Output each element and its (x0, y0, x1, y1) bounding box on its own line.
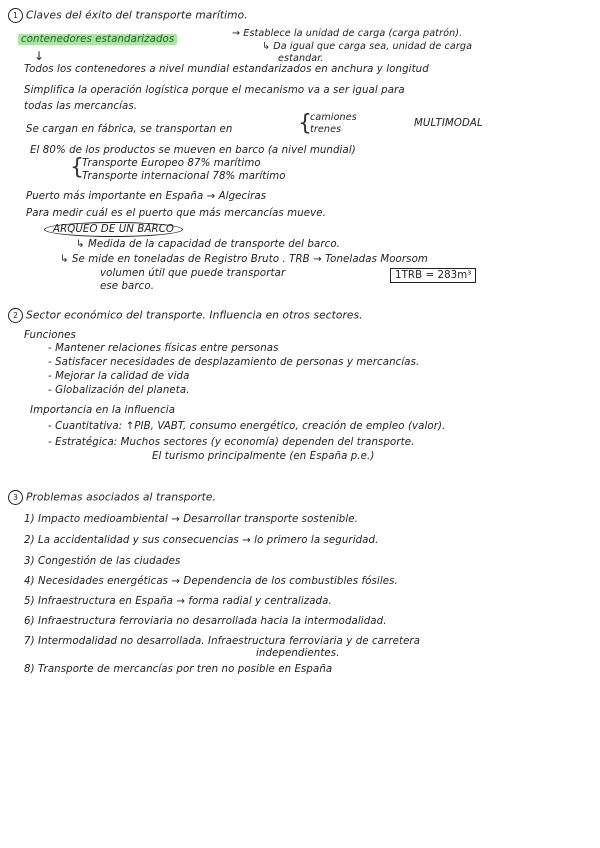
s1-line-2: Simplifica la operación logística porque el mecanismo va a ser igual para (24, 85, 405, 96)
section-number-1: 1 (8, 8, 23, 23)
highlight-row (18, 34, 177, 46)
s1-line-12: volumen útil que puede transportar (100, 268, 286, 279)
section-number-3: 3 (8, 490, 23, 505)
section-2-heading (8, 308, 363, 323)
s2-i1: - Cuantitativa: ↑PIB, VABT, consumo energético, creación de empleo (valor). (48, 421, 446, 432)
s2-i2: - Estratégica: Muchos sectores (y economía) dependen del transporte. (48, 437, 415, 448)
s3-p4: 4) Necesidades energéticas → Dependencia de los combustibles fósiles. (24, 576, 398, 587)
s3-p3: 3) Congestión de las ciudades (24, 556, 181, 567)
section-1-heading (8, 8, 248, 23)
arqueo-row (44, 224, 183, 236)
estab-line-3: estandar. (278, 53, 324, 64)
s1-opt-camiones: camiones (310, 112, 357, 123)
s2-funciones: Funciones (24, 330, 76, 341)
s1-line-8: Puerto más importante en España → Algeciras (26, 191, 267, 202)
s1-line-4: Se cargan en fábrica, se transportan en (26, 124, 233, 135)
trb-box: 1TRB = 283m³ (390, 268, 476, 283)
s1-line-3: todas las mercancías. (24, 101, 138, 112)
section-number-2: 2 (8, 308, 23, 323)
section-2-title: Sector económico del transporte. Influencia en otros sectores. (26, 309, 363, 322)
s2-importancia: Importancia en la influencia (30, 405, 176, 416)
s3-p8: 8) Transporte de mercancías por tren no posible en España (24, 664, 333, 675)
s3-p1: 1) Impacto medioambiental → Desarrollar transporte sostenible. (24, 514, 358, 525)
estab-line-1: → Establece la unidad de carga (carga patrón). (232, 28, 463, 39)
s3-p2: 2) La accidentalidad y sus consecuencias → lo primero la seguridad. (24, 535, 379, 546)
section-3-heading (8, 490, 216, 505)
section-3-title: Problemas asociados al transporte. (26, 491, 216, 504)
estab-line-2: ↳ Da igual que carga sea, unidad de carga (262, 41, 473, 52)
s1-line-7: Transporte internacional 78% marítimo (82, 171, 286, 182)
section-1-title: Claves del éxito del transporte marítimo. (26, 9, 248, 22)
s1-multimodal: MULTIMODAL (414, 118, 483, 129)
s3-p7b: independientes. (256, 648, 340, 659)
s1-line-1: Todos los contenedores a nivel mundial estandarizados en anchura y longitud (24, 64, 429, 75)
s1-line-13: ese barco. (100, 281, 155, 292)
highlight-contenedores: contenedores estandarizados (18, 34, 177, 45)
s1-line-9: Para medir cuál es el puerto que más mercancías mueve. (26, 208, 326, 219)
s3-p5: 5) Infraestructura en España → forma radial y centralizada. (24, 596, 332, 607)
s3-p7: 7) Intermodalidad no desarrollada. Infraestructura ferroviaria y de carretera (24, 636, 421, 647)
s2-f4: - Globalización del planeta. (48, 385, 190, 396)
brace-icon: { (298, 111, 312, 136)
down-arrow-icon: ↓ (34, 49, 45, 63)
s1-line-10: ↳ Medida de la capacidad de transporte del barco. (76, 239, 340, 250)
arqueo-oval: ARQUEO DE UN BARCO (44, 222, 183, 237)
s2-f1: - Mantener relaciones físicas entre personas (48, 343, 279, 354)
s1-opt-trenes: trenes (310, 124, 342, 135)
s3-p6: 6) Infraestructura ferroviaria no desarrollada hacia la intermodalidad. (24, 616, 387, 627)
s1-line-6: Transporte Europeo 87% marítimo (82, 158, 261, 169)
brace-icon: { (70, 155, 84, 180)
s1-line-11: ↳ Se mide en toneladas de Registro Bruto . TRB → Toneladas Moorsom (60, 254, 428, 265)
trb-box-row (390, 270, 476, 282)
s2-i3: El turismo principalmente (en España p.e.) (152, 451, 375, 462)
s1-line-5: El 80% de los productos se mueven en barco (a nivel mundial) (30, 145, 356, 156)
s2-f3: - Mejorar la calidad de vida (48, 371, 190, 382)
s2-f2: - Satisfacer necesidades de desplazamiento de personas y mercancías. (48, 357, 420, 368)
